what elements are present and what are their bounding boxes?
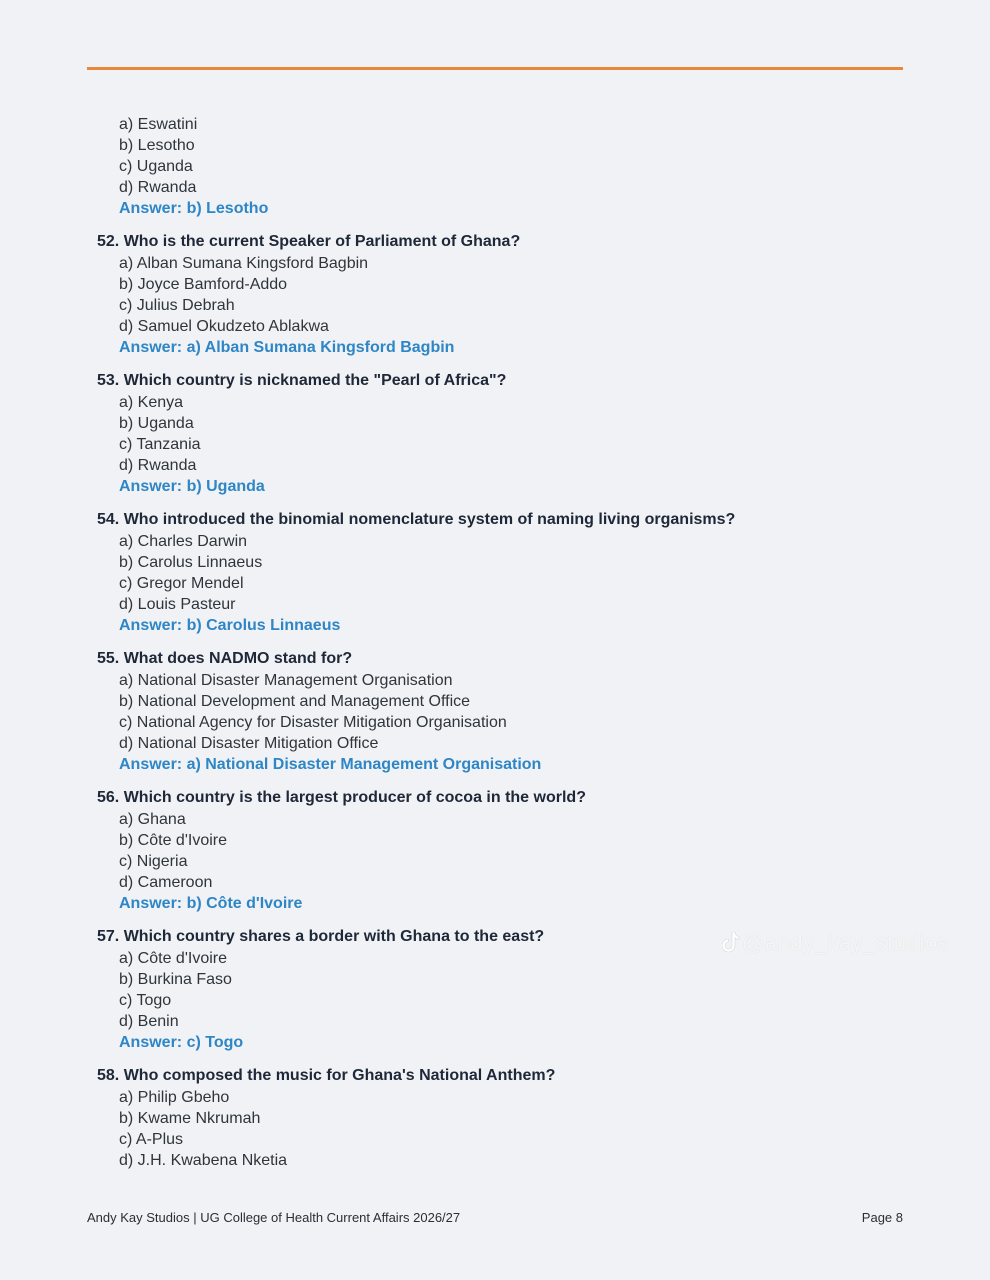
option: b) Lesotho — [119, 137, 195, 154]
question-list — [97, 114, 917, 1171]
option: c) Tanzania — [119, 436, 201, 453]
answer: Answer: b) Uganda — [119, 478, 265, 495]
options-list — [97, 948, 917, 1032]
option: d) Rwanda — [119, 179, 197, 196]
option: b) Uganda — [119, 415, 194, 432]
option: a) Charles Darwin — [119, 533, 248, 550]
option: a) Alban Sumana Kingsford Bagbin — [119, 255, 369, 272]
header-rule — [87, 67, 903, 70]
option: c) Togo — [119, 992, 172, 1009]
option: a) Kenya — [119, 394, 184, 411]
question-block — [97, 114, 917, 220]
option: c) Gregor Mendel — [119, 575, 244, 592]
answer: Answer: b) Lesotho — [119, 200, 269, 217]
question-block — [97, 231, 917, 359]
option: b) Côte d'Ivoire — [119, 832, 227, 849]
option: a) National Disaster Management Organisation — [119, 672, 453, 689]
question-text: 56. Which country is the largest producer of cocoa in the world? — [97, 789, 586, 806]
answer: Answer: a) Alban Sumana Kingsford Bagbin — [119, 339, 455, 356]
options-list — [97, 809, 917, 893]
option: c) Uganda — [119, 158, 193, 175]
options-list — [97, 1087, 917, 1171]
question-block — [97, 648, 917, 776]
question-block — [97, 509, 917, 637]
option: b) Burkina Faso — [119, 971, 232, 988]
option: d) National Disaster Mitigation Office — [119, 735, 379, 752]
question-text: 53. Which country is nicknamed the "Pearl of Africa"? — [97, 372, 507, 389]
question-block — [97, 370, 917, 498]
tiktok-icon — [722, 931, 740, 953]
question-text: 54. Who introduced the binomial nomenclature system of naming living organisms? — [97, 511, 736, 528]
answer: Answer: b) Carolus Linnaeus — [119, 617, 341, 634]
question-block — [97, 1065, 917, 1171]
option: c) Julius Debrah — [119, 297, 235, 314]
question-text: 57. Which country shares a border with Ghana to the east? — [97, 928, 545, 945]
footer-title: Andy Kay Studios | UG College of Health Current Affairs 2026/27 — [87, 1210, 461, 1225]
option: b) Kwame Nkrumah — [119, 1110, 261, 1127]
answer: Answer: a) National Disaster Management Organisation — [119, 756, 542, 773]
option: b) Carolus Linnaeus — [119, 554, 263, 571]
options-list — [97, 531, 917, 615]
question-text: 52. Who is the current Speaker of Parliament of Ghana? — [97, 233, 521, 250]
options-list — [97, 114, 917, 198]
option: d) Benin — [119, 1013, 179, 1030]
question-text: 58. Who composed the music for Ghana's National Anthem? — [97, 1067, 556, 1084]
option: a) Eswatini — [119, 116, 198, 133]
answer: Answer: b) Côte d'Ivoire — [119, 895, 303, 912]
option: d) J.H. Kwabena Nketia — [119, 1152, 288, 1169]
option: c) National Agency for Disaster Mitigation Organisation — [119, 714, 507, 731]
option: d) Samuel Okudzeto Ablakwa — [119, 318, 329, 335]
options-list — [97, 392, 917, 476]
option: a) Ghana — [119, 811, 186, 828]
option: a) Côte d'Ivoire — [119, 950, 227, 967]
question-text: 55. What does NADMO stand for? — [97, 650, 353, 667]
answer: Answer: c) Togo — [119, 1034, 244, 1051]
page-number: Page 8 — [861, 1210, 903, 1225]
option: b) National Development and Management Office — [119, 693, 471, 710]
options-list — [97, 670, 917, 754]
option: d) Rwanda — [119, 457, 197, 474]
option: b) Joyce Bamford-Addo — [119, 276, 288, 293]
watermark-text: @andy_kay_studios — [742, 930, 949, 955]
option: d) Cameroon — [119, 874, 213, 891]
option: d) Louis Pasteur — [119, 596, 236, 613]
option: c) A-Plus — [119, 1131, 184, 1148]
question-block — [97, 787, 917, 915]
options-list — [97, 253, 917, 337]
watermark — [722, 930, 949, 956]
option: a) Philip Gbeho — [119, 1089, 230, 1106]
option: c) Nigeria — [119, 853, 188, 870]
